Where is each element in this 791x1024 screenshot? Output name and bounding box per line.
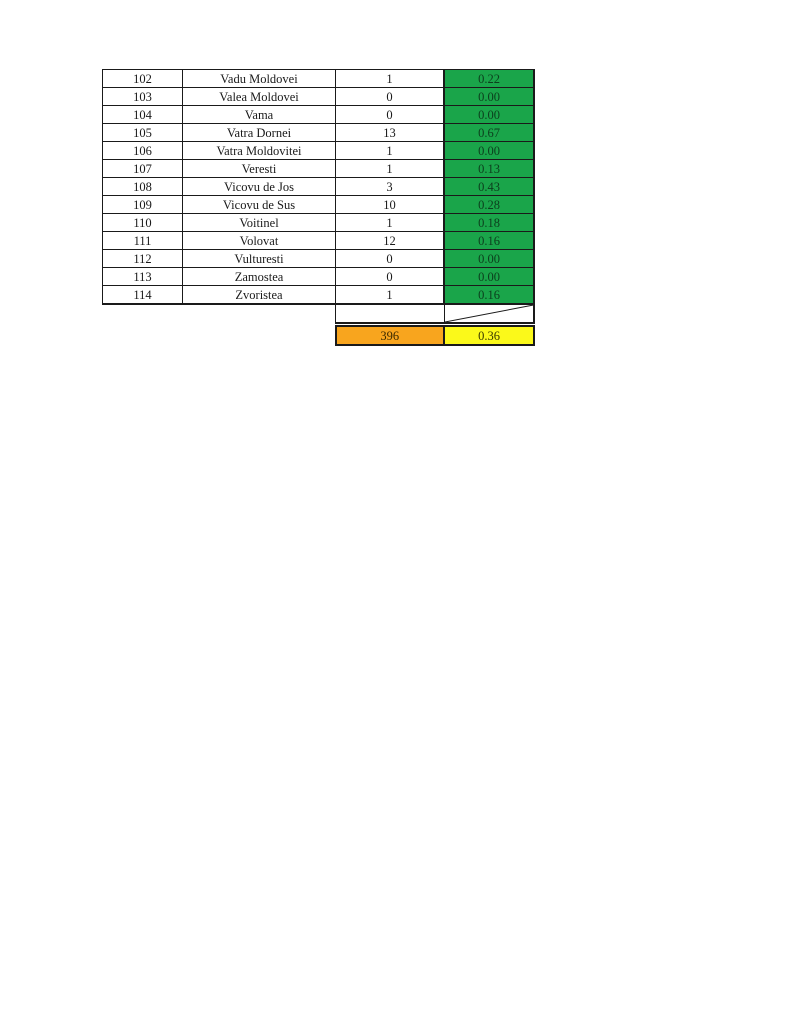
- count-cell: 12: [336, 232, 445, 250]
- row-number-cell: 104: [103, 106, 183, 124]
- rate-cell: 0.16: [444, 286, 534, 305]
- table-row: [103, 106, 535, 124]
- row-number-cell: 114: [103, 286, 183, 305]
- row-number-cell: 109: [103, 196, 183, 214]
- rate-cell: 0.13: [444, 160, 534, 178]
- count-cell: 3: [336, 178, 445, 196]
- table-row: [103, 178, 535, 196]
- diagonal-line: [445, 305, 534, 322]
- row-number-cell: 106: [103, 142, 183, 160]
- table-row: [103, 268, 535, 286]
- rate-cell: 0.22: [444, 70, 534, 88]
- table-row: [103, 196, 535, 214]
- count-cell: 13: [336, 124, 445, 142]
- table-row: [103, 286, 535, 305]
- count-cell: 0: [336, 250, 445, 268]
- commune-name-cell: Vulturesti: [183, 250, 336, 268]
- commune-name-cell: Veresti: [183, 160, 336, 178]
- rate-cell: 0.00: [444, 250, 534, 268]
- row-number-cell: 108: [103, 178, 183, 196]
- commune-name-cell: Valea Moldovei: [183, 88, 336, 106]
- rate-cell: 0.18: [444, 214, 534, 232]
- row-number-cell: 107: [103, 160, 183, 178]
- rate-cell: 0.28: [444, 196, 534, 214]
- row-number-cell: 112: [103, 250, 183, 268]
- table-row: [103, 142, 535, 160]
- count-cell: 1: [336, 70, 445, 88]
- commune-name-cell: Vadu Moldovei: [183, 70, 336, 88]
- count-cell: 1: [336, 142, 445, 160]
- total-count-cell: 396: [336, 326, 445, 345]
- table-row: [103, 214, 535, 232]
- count-cell: 1: [336, 214, 445, 232]
- blank-cell: [103, 304, 183, 323]
- commune-data-table: [102, 69, 535, 346]
- table-row: [103, 232, 535, 250]
- empty-count-cell: [336, 304, 445, 323]
- commune-name-cell: Vama: [183, 106, 336, 124]
- row-number-cell: 102: [103, 70, 183, 88]
- commune-name-cell: Zamostea: [183, 268, 336, 286]
- count-cell: 0: [336, 106, 445, 124]
- commune-name-cell: Voitinel: [183, 214, 336, 232]
- commune-name-cell: Vatra Moldovitei: [183, 142, 336, 160]
- diagonal-empty-cell: [444, 304, 534, 323]
- total-row: [103, 326, 535, 345]
- blank-cell: [103, 326, 183, 345]
- rate-cell: 0.43: [444, 178, 534, 196]
- rate-cell: 0.00: [444, 88, 534, 106]
- count-cell: 1: [336, 286, 445, 305]
- count-cell: 0: [336, 268, 445, 286]
- row-number-cell: 110: [103, 214, 183, 232]
- commune-name-cell: Zvoristea: [183, 286, 336, 305]
- table-row: [103, 160, 535, 178]
- commune-name-cell: Vicovu de Sus: [183, 196, 336, 214]
- rate-cell: 0.16: [444, 232, 534, 250]
- blank-cell: [183, 304, 336, 323]
- count-cell: 1: [336, 160, 445, 178]
- row-number-cell: 103: [103, 88, 183, 106]
- table-row: [103, 124, 535, 142]
- blank-cell: [183, 326, 336, 345]
- row-number-cell: 111: [103, 232, 183, 250]
- row-number-cell: 113: [103, 268, 183, 286]
- table-row: [103, 250, 535, 268]
- commune-name-cell: Vatra Dornei: [183, 124, 336, 142]
- table-row: [103, 70, 535, 88]
- commune-name-cell: Volovat: [183, 232, 336, 250]
- table-row: [103, 88, 535, 106]
- count-cell: 0: [336, 88, 445, 106]
- rate-cell: 0.67: [444, 124, 534, 142]
- commune-name-cell: Vicovu de Jos: [183, 178, 336, 196]
- rate-cell: 0.00: [444, 268, 534, 286]
- row-number-cell: 105: [103, 124, 183, 142]
- rate-cell: 0.00: [444, 142, 534, 160]
- total-rate-cell: 0.36: [444, 326, 534, 345]
- rate-cell: 0.00: [444, 106, 534, 124]
- spacer-row: [103, 304, 535, 323]
- count-cell: 10: [336, 196, 445, 214]
- table-body: [103, 70, 535, 346]
